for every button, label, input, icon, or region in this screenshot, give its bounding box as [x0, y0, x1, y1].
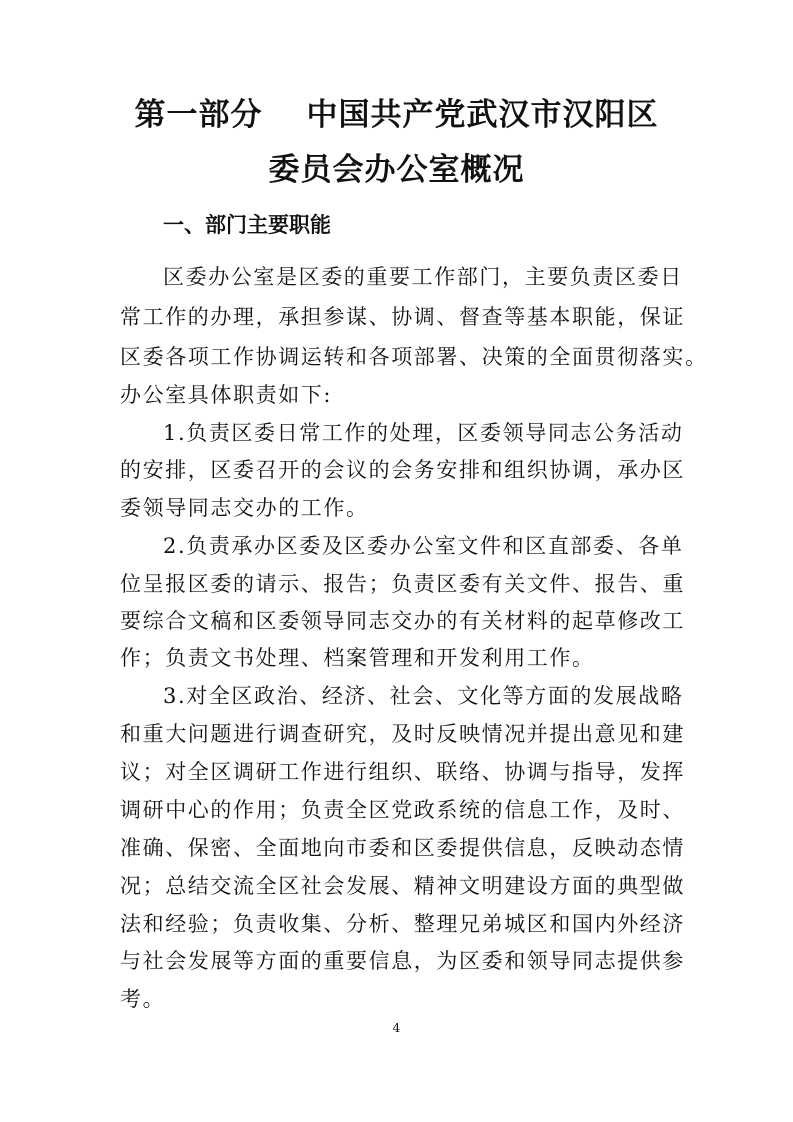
page-number: 4	[392, 1021, 401, 1035]
body-line: 常工作的办理，承担参谋、协调、督查等基本职能，保证	[120, 305, 685, 329]
body-line: 准确、保密、全面地向市委和区委提供信息，反映动态情	[120, 836, 685, 860]
section-heading: 一、部门主要职能	[163, 213, 331, 237]
body-line: 法和经验；负责收集、分析、整理兄弟城区和国内外经济	[120, 912, 685, 936]
body-line: 2.负责承办区委及区委办公室文件和区直部委、各单	[163, 534, 684, 558]
part-label: 第一部分	[134, 97, 263, 133]
page-title-line-1	[0, 95, 793, 135]
body-line: 考。	[120, 987, 166, 1011]
body-line: 3.对全区政治、经济、社会、文化等方面的发展战略	[163, 684, 684, 708]
body-line: 和重大问题进行调查研究，及时反映情况并提出意见和建	[120, 722, 685, 746]
body-line: 的安排，区委召开的会议的会务安排和组织协调，承办区	[120, 458, 685, 482]
body-line: 作；负责文书处理、档案管理和开发利用工作。	[120, 646, 595, 670]
body-line: 议；对全区调研工作进行组织、联络、协调与指导，发挥	[120, 760, 685, 784]
page-title-line-2: 委员会办公室概况	[268, 152, 525, 188]
org-name-line-1: 中国共产党武汉市汉阳区	[306, 97, 659, 133]
body-line: 况；总结交流全区社会发展、精神文明建设方面的典型做	[120, 874, 685, 898]
body-line: 委领导同志交办的工作。	[120, 496, 369, 520]
body-line: 位呈报区委的请示、报告；负责区委有关文件、报告、重	[120, 572, 685, 596]
body-line: 调研中心的作用；负责全区党政系统的信息工作，及时、	[120, 798, 685, 822]
body-line: 与社会发展等方面的重要信息，为区委和领导同志提供参	[120, 949, 685, 973]
body-line: 办公室具体职责如下:	[120, 383, 333, 407]
body-line: 要综合文稿和区委领导同志交办的有关材料的起草修改工	[120, 609, 685, 633]
body-line: 区委办公室是区委的重要工作部门，主要负责区委日	[163, 265, 683, 289]
body-line: 区委各项工作协调运转和各项部署、决策的全面贯彻落实。	[120, 345, 708, 369]
body-line: 1.负责区委日常工作的处理，区委领导同志公务活动	[163, 421, 684, 445]
